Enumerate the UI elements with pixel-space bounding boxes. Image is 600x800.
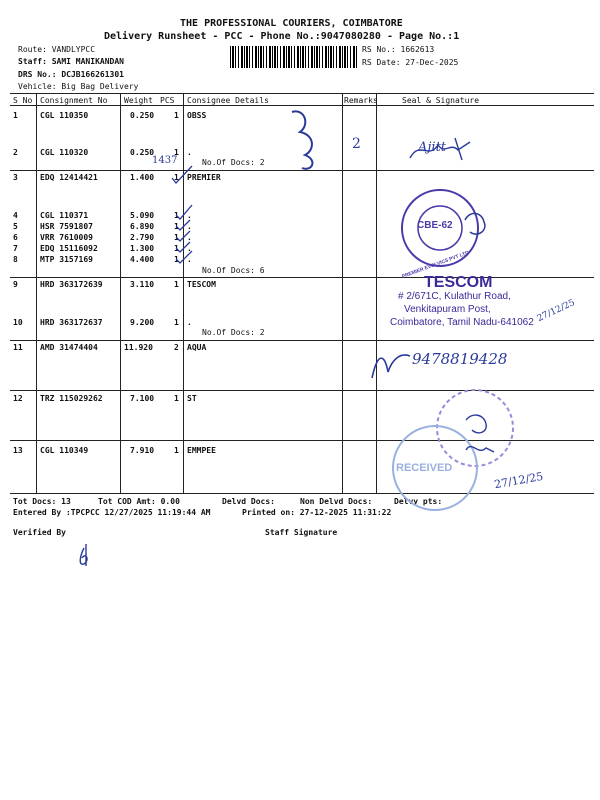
group-rule [10, 390, 594, 391]
row-weight: 11.920 [124, 343, 153, 352]
row-consignment: HSR 7591807 [40, 222, 93, 231]
row-sno: 12 [13, 394, 23, 403]
row-sno: 3 [13, 173, 18, 182]
row-consignment: VRR 7610009 [40, 233, 93, 242]
row-consignment: EDQ 12414421 [40, 173, 98, 182]
row-consignment: CGL 110371 [40, 211, 89, 220]
row-sno: 7 [13, 244, 18, 253]
row-sno: 11 [13, 343, 23, 352]
row-weight: 1.300 [130, 244, 155, 253]
handwritten-signature: Ajitt [418, 140, 447, 155]
docs-count: No.Of Docs: 2 [202, 158, 265, 167]
row-pcs: 1 [174, 148, 179, 157]
entered-by: Entered By :TPCPCC 12/27/2025 11:19:44 AM [13, 508, 211, 517]
row-weight: 7.910 [130, 446, 155, 455]
row-weight: 6.890 [130, 222, 155, 231]
row-consignee: EMMPEE [187, 446, 216, 455]
delivery-points: Delvy pts: [394, 497, 443, 506]
header-bottom-rule [10, 105, 594, 106]
non-delivered-docs: Non Delvd Docs: [300, 497, 373, 506]
col-header-pcs: PCS [160, 96, 175, 105]
col-divider [36, 93, 37, 493]
row-consignment: CGL 110349 [40, 446, 89, 455]
premier-stamp-code: CBE-62 [417, 220, 453, 231]
row-pcs: 1 [174, 233, 179, 242]
row-pcs: 1 [174, 111, 179, 120]
row-sno: 10 [13, 318, 23, 327]
row-weight: 1.400 [130, 173, 155, 182]
row-consignee: OBSS [187, 111, 207, 120]
row-sno: 1 [13, 111, 18, 120]
col-header-remarks: Remarks [344, 96, 378, 105]
verified-signature [80, 544, 87, 566]
barcode [230, 46, 358, 68]
company-name: THE PROFESSIONAL COURIERS, COIMBATORE [180, 18, 403, 29]
col-divider [376, 93, 377, 493]
row-pcs: 1 [174, 222, 179, 231]
tescom-stamp-address: Coimbatore, Tamil Nadu-641062 [390, 317, 534, 328]
row-consignment: TRZ 115029262 [40, 394, 103, 403]
row-weight: 2.790 [130, 233, 155, 242]
row-consignee: . [187, 255, 192, 264]
total-cod: Tot COD Amt: 0.00 [98, 497, 180, 506]
row-consignee: . [187, 244, 192, 253]
tescom-stamp-address: # 2/671C, Kulathur Road, [398, 291, 511, 302]
verified-by-label: Verified By [13, 528, 66, 537]
col-header-sno: S No [13, 96, 33, 105]
handwritten-phone: 9478819428 [412, 350, 508, 368]
col-divider [120, 93, 121, 493]
total-docs: Tot Docs: 13 [13, 497, 71, 506]
row-consignment: MTP 3157169 [40, 255, 93, 264]
table-bottom-rule [10, 493, 594, 494]
group-rule [10, 277, 594, 278]
handwritten-date: 27/12/25 [535, 297, 577, 325]
row-sno: 8 [13, 255, 18, 264]
col-header-consignee: Consignee Details [187, 96, 269, 105]
route-label: Route: VANDLYPCC [18, 45, 96, 54]
row-consignee: ST [187, 394, 197, 403]
row-pcs: 2 [174, 343, 179, 352]
docs-count: No.Of Docs: 2 [202, 328, 265, 337]
row-consignment: HRD 363172637 [40, 318, 103, 327]
col-header-seal: Seal & Signature [402, 96, 480, 105]
row-consignee: PREMIER [187, 173, 221, 182]
row-consignment: CGL 110350 [40, 111, 89, 120]
tescom-stamp-name: TESCOM [424, 274, 493, 291]
bracket-mark [292, 111, 312, 168]
signature-scribble [465, 213, 485, 234]
group-rule [10, 440, 594, 441]
row-sno: 5 [13, 222, 18, 231]
row-consignment: EDQ 15116092 [40, 244, 98, 253]
col-header-weight: Weight [124, 96, 153, 105]
row-pcs: 1 [174, 318, 179, 327]
row-consignee: . [187, 222, 192, 231]
row-weight: 0.250 [130, 148, 155, 157]
col-divider [183, 93, 184, 493]
row-sno: 2 [13, 148, 18, 157]
printed-on: Printed on: 27-12-2025 11:31:22 [242, 508, 392, 517]
handwritten-date: 27/12/25 [493, 469, 545, 492]
premier-stamp-name: PREMIER EVOLVICS PVT LTD [401, 250, 470, 280]
row-consignment: CGL 110320 [40, 148, 89, 157]
row-weight: 3.110 [130, 280, 155, 289]
runsheet-subtitle: Delivery Runsheet - PCC - Phone No.:9047080280 - Page No.:1 [104, 31, 460, 42]
row-sno: 9 [13, 280, 18, 289]
row-sno: 6 [13, 233, 18, 242]
row-weight: 7.100 [130, 394, 155, 403]
row-weight: 0.250 [130, 111, 155, 120]
rs-number: RS No.: 1662613 [362, 45, 435, 54]
row-weight: 5.090 [130, 211, 155, 220]
row-pcs: 1 [174, 211, 179, 220]
drs-number: DRS No.: DCJB166261301 [18, 70, 124, 79]
row-pcs: 1 [174, 244, 179, 253]
col-header-consignment: Consignment No [40, 96, 108, 105]
row-consignment: AMD 31474404 [40, 343, 98, 352]
row-consignee: . [187, 318, 192, 327]
signature-scribble [466, 447, 494, 452]
row-pcs: 1 [174, 446, 179, 455]
signature-scribble [372, 355, 410, 378]
received-stamp-label: RECEIVED [396, 462, 453, 474]
delivered-docs: Delvd Docs: [222, 497, 275, 506]
handwritten-remark: 2 [352, 136, 361, 152]
row-weight: 4.400 [130, 255, 155, 264]
row-consignee: . [187, 211, 192, 220]
row-sno: 4 [13, 211, 18, 220]
row-pcs: 1 [174, 394, 179, 403]
signature-scribble [466, 415, 486, 433]
row-consignee: AQUA [187, 343, 207, 352]
staff-signature-label: Staff Signature [265, 528, 338, 537]
received-stamp-ring [437, 390, 513, 466]
staff-label: Staff: SAMI MANIKANDAN [18, 57, 124, 66]
col-divider [342, 93, 343, 493]
row-consignee: TESCOM [187, 280, 216, 289]
row-pcs: 1 [174, 280, 179, 289]
row-consignee: . [187, 233, 192, 242]
row-pcs: 1 [174, 173, 179, 182]
handwritten-number: 1437 [152, 155, 178, 166]
row-sno: 13 [13, 446, 23, 455]
tescom-stamp-address: Venkitapuram Post, [404, 304, 491, 315]
vehicle-label: Vehicle: Big Bag Delivery [18, 82, 139, 91]
group-rule [10, 340, 594, 341]
table-top-rule [10, 93, 594, 94]
row-consignee: . [187, 148, 192, 157]
group-rule [10, 170, 594, 171]
row-pcs: 1 [174, 255, 179, 264]
row-weight: 9.200 [130, 318, 155, 327]
rs-date: RS Date: 27-Dec-2025 [362, 58, 459, 67]
row-consignment: HRD 363172639 [40, 280, 103, 289]
docs-count: No.Of Docs: 6 [202, 266, 265, 275]
